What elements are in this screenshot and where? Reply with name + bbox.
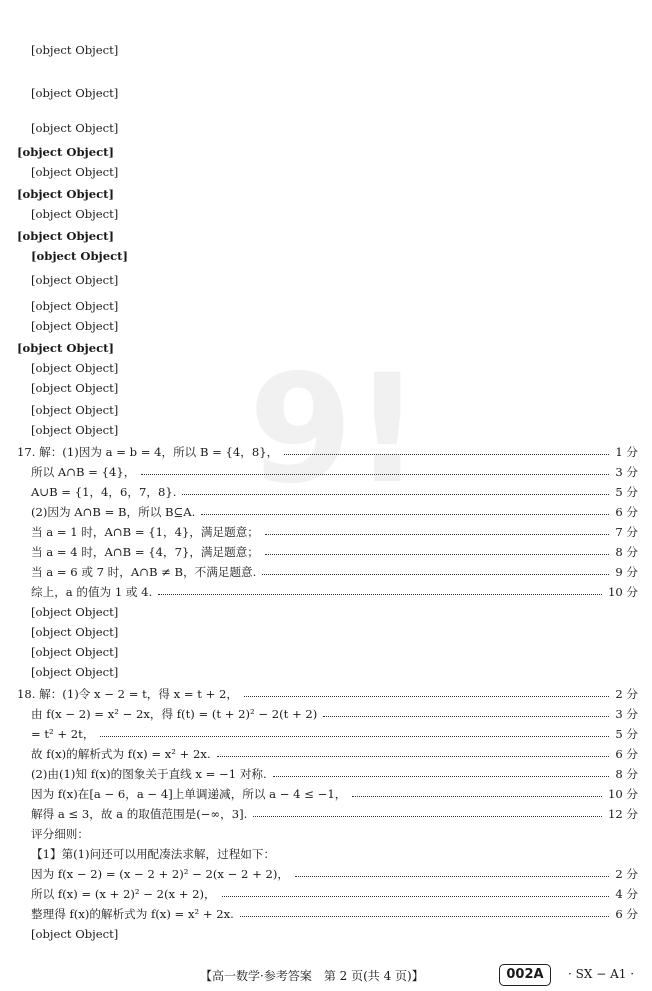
dot-leader <box>253 816 602 817</box>
step-text: 当 a = 6 或 7 时，A∩B ≠ B，不满足题意. <box>31 565 257 579</box>
dot-leader <box>182 494 609 495</box>
dot-leader <box>222 896 610 897</box>
dot-leader <box>240 916 610 917</box>
text-line: [object Object] <box>31 121 119 135</box>
text-line: [object Object] <box>31 43 119 57</box>
text-line: [object Object] <box>31 249 129 263</box>
score-points: 8 分 <box>615 767 638 781</box>
step-text: (2)因为 A∩B = B，所以 B⊆A. <box>31 505 196 519</box>
dot-leader <box>244 696 609 697</box>
dot-leader <box>141 474 609 475</box>
score-points: 8 分 <box>615 545 638 559</box>
step-text: 18. 解：(1)令 x − 2 = t，得 x = t + 2， <box>17 687 238 701</box>
text-line: [object Object] <box>31 423 119 437</box>
text-line: [object Object] <box>31 207 119 221</box>
dot-leader <box>265 554 609 555</box>
step-text: A∪B = {1，4，6，7，8}. <box>31 485 177 499</box>
scoring-step <box>31 906 638 922</box>
subject-tag: · SX − A1 · <box>568 967 635 981</box>
grading-note: [object Object] <box>31 645 119 659</box>
text-line: [object Object] <box>17 229 115 243</box>
text-line: [object Object] <box>31 361 119 375</box>
text-line: [object Object] <box>31 86 119 100</box>
score-points: 2 分 <box>615 687 638 701</box>
watermark-logo: 9! <box>248 343 422 517</box>
scoring-step <box>31 484 638 500</box>
score-points: 4 分 <box>615 887 638 901</box>
scoring-step <box>31 524 638 540</box>
score-points: 10 分 <box>607 585 638 599</box>
scoring-step <box>31 584 638 600</box>
text-line: [object Object] <box>31 299 119 313</box>
score-points: 3 分 <box>615 465 638 479</box>
score-points: 10 分 <box>607 787 638 801</box>
score-points: 3 分 <box>615 707 638 721</box>
step-text: 所以 A∩B = {4}， <box>31 465 136 479</box>
step-text: 解得 a ≤ 3，故 a 的取值范围是(−∞，3]. <box>31 807 248 821</box>
step-text: = t² + 2t， <box>31 727 95 741</box>
grading-note: [object Object] <box>31 625 119 639</box>
dot-leader <box>284 454 609 455</box>
score-points: 7 分 <box>615 525 638 539</box>
scoring-step <box>31 886 638 902</box>
dot-leader <box>273 776 610 777</box>
step-text: 因为 f(x)在[a − 6，a − 4]上单调递减，所以 a − 4 ≤ −1， <box>31 787 347 801</box>
score-points: 5 分 <box>615 485 638 499</box>
scoring-step <box>31 464 638 480</box>
step-text: 所以 f(x) = (x + 2)² − 2(x + 2)， <box>31 887 216 901</box>
score-points: 1 分 <box>615 445 638 459</box>
step-text: 【1】第(1)问还可以用配凑法求解，过程如下： <box>31 847 276 861</box>
step-text: (2)由(1)知 f(x)的图象关于直线 x = −1 对称. <box>31 767 267 781</box>
dot-leader <box>100 736 609 737</box>
footer-title: 【高一数学·参考答案 第 2 页(共 4 页)】 <box>200 969 424 983</box>
scoring-step <box>31 806 638 822</box>
dot-leader <box>265 534 609 535</box>
scoring-step <box>31 564 638 580</box>
dot-leader <box>295 876 609 877</box>
step-text: 评分细则： <box>31 827 89 841</box>
score-points: 2 分 <box>615 867 638 881</box>
step-text: 当 a = 1 时，A∩B = {1，4}，满足题意； <box>31 525 259 539</box>
text-line: [object Object] <box>31 403 119 417</box>
dot-leader <box>323 716 609 717</box>
scoring-step <box>31 504 638 520</box>
scoring-step <box>17 444 638 460</box>
step-text: 整理得 f(x)的解析式为 f(x) = x² + 2x. <box>31 907 234 921</box>
text-line: [object Object] <box>17 145 115 159</box>
scoring-step <box>17 686 638 702</box>
dot-leader <box>352 796 602 797</box>
text-line: [object Object] <box>17 341 115 355</box>
score-points: 9 分 <box>615 565 638 579</box>
dot-leader <box>262 574 609 575</box>
score-points: 5 分 <box>615 727 638 741</box>
scoring-step <box>31 826 638 842</box>
dot-leader <box>217 756 610 757</box>
text-line: [object Object] <box>31 319 119 333</box>
step-text: 因为 f(x − 2) = (x − 2 + 2)² − 2(x − 2 + 2)， <box>31 867 290 881</box>
text-line: [object Object] <box>17 187 115 201</box>
scoring-step <box>31 846 638 862</box>
scoring-step <box>31 726 638 742</box>
score-points: 6 分 <box>615 907 638 921</box>
score-points: 12 分 <box>607 807 638 821</box>
scoring-step <box>31 786 638 802</box>
page-footer <box>0 964 652 986</box>
paper-code-badge: 002A <box>499 964 551 986</box>
scoring-step <box>31 866 638 882</box>
step-text: 17. 解：(1)因为 a = b = 4，所以 B = {4，8}， <box>17 445 279 459</box>
grading-note: [object Object] <box>31 605 119 619</box>
scoring-step <box>31 746 638 762</box>
step-text: 当 a = 4 时，A∩B = {4，7}，满足题意； <box>31 545 259 559</box>
scoring-step <box>31 706 638 722</box>
score-points: 6 分 <box>615 747 638 761</box>
dot-leader <box>158 594 602 595</box>
text-line: [object Object] <box>31 165 119 179</box>
scoring-step <box>31 544 638 560</box>
grading-note: [object Object] <box>31 927 119 941</box>
step-text: 故 f(x)的解析式为 f(x) = x² + 2x. <box>31 747 211 761</box>
dot-leader <box>201 514 609 515</box>
score-points: 6 分 <box>615 505 638 519</box>
grading-note: [object Object] <box>31 665 119 679</box>
text-line: [object Object] <box>31 381 119 395</box>
text-line: [object Object] <box>31 273 119 287</box>
scoring-step <box>31 766 638 782</box>
step-text: 由 f(x − 2) = x² − 2x，得 f(t) = (t + 2)² − 2(t + 2) <box>31 707 318 721</box>
step-text: 综上，a 的值为 1 或 4. <box>31 585 153 599</box>
